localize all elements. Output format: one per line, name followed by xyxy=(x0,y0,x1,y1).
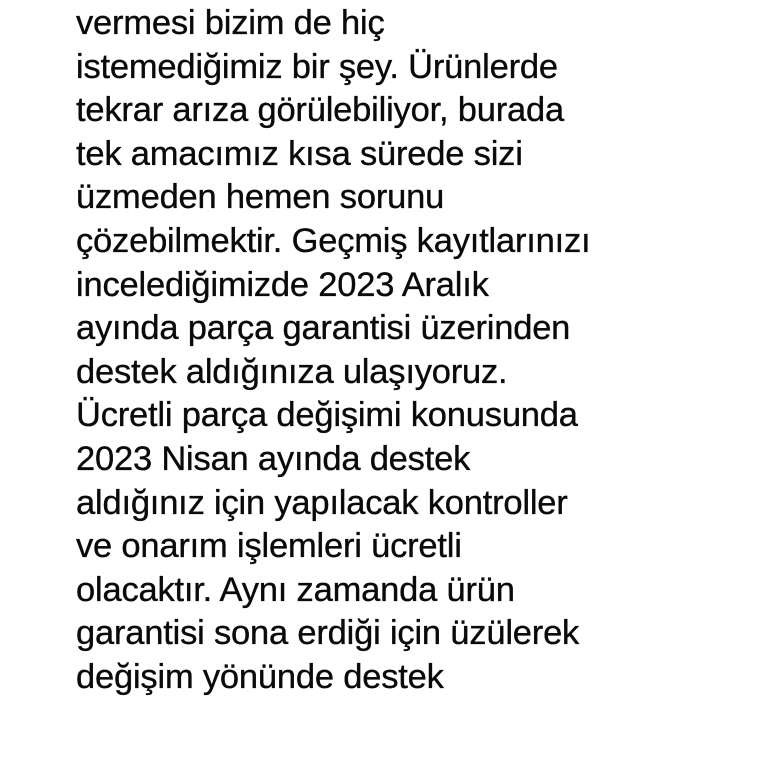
text-line: istemediğimiz bir şey. Ürünlerde xyxy=(76,47,558,86)
text-line: vermesi bizim de hiç xyxy=(76,4,385,42)
text-line: incelediğimizde 2023 Aralık xyxy=(76,265,489,304)
text-line: ayında parça garantisi üzerinden xyxy=(76,309,571,348)
text-line: tekrar arıza görülebiliyor, burada xyxy=(76,91,564,130)
text-line: Ücretli parça değişimi konusunda xyxy=(76,396,578,435)
text-line: çözebilmektir. Geçmiş kayıtlarınızı xyxy=(76,221,591,260)
text-line: olacaktır. Aynı zamanda ürün xyxy=(76,570,515,609)
text-line: değişim yönünde destek xyxy=(76,657,444,696)
text-line: aldığınız için yapılacak kontroller xyxy=(76,483,568,522)
text-line: üzmeden hemen sorunu xyxy=(76,178,445,217)
text-line: 2023 Nisan ayında destek xyxy=(76,439,471,478)
text-line: ve onarım işlemleri ücretli xyxy=(76,527,462,566)
text-line: garantisi sona erdiği için üzülerek xyxy=(76,614,580,653)
message-text-block xyxy=(76,2,756,700)
text-line: destek aldığınıza ulaşıyoruz. xyxy=(76,352,508,391)
text-line: tek amacımız kısa sürede sizi xyxy=(76,134,523,173)
